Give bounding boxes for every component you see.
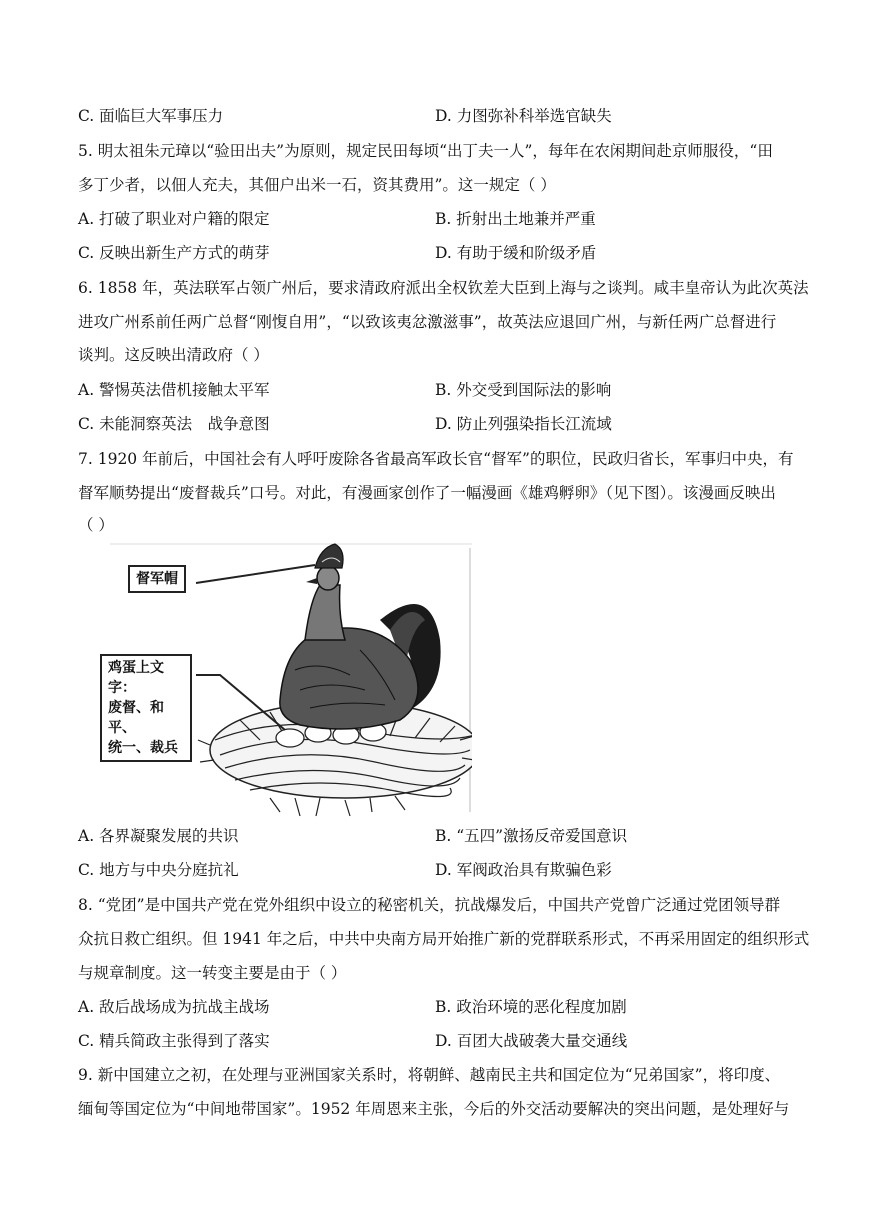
q9-stem-line-2: 缅甸等国定位为“中间地带国家”。1952 年周恩来主张，今后的外交活动要解决的突出问题，是处理好与 xyxy=(78,1100,790,1118)
q6-option-d[interactable]: D. 防止列强染指长江流域 xyxy=(435,415,612,433)
callout-eggs-text-1: 鸡蛋上文字： xyxy=(108,660,164,696)
q7-option-a[interactable]: A. 各界凝聚发展的共识 xyxy=(78,827,239,845)
q9-stem-line-1: 9. 新中国建立之初，在处理与亚洲国家关系时，将朝鲜、越南民主共和国定位为“兄弟国家”，将印度、 xyxy=(78,1066,781,1084)
callout-eggs-text-3: 统一、裁兵 xyxy=(108,740,178,756)
callout-eggs-text-2: 废督、和平、 xyxy=(108,700,164,736)
q4-option-c[interactable]: C. 面临巨大军事压力 xyxy=(78,107,224,125)
q7-option-c[interactable]: C. 地方与中央分庭抗礼 xyxy=(78,861,239,879)
q5-stem-line-1: 5. 明太祖朱元璋以“验田出夫”为原则，规定民田每顷“出丁夫一人”，每年在农闲期间赴京师服役，“田 xyxy=(78,142,773,160)
callout-hat-label xyxy=(128,565,186,593)
q8-stem-line-1: 8. “党团”是中国共产党在党外组织中设立的秘密机关，抗战爆发后，中国共产党曾广泛通过党团领导群 xyxy=(78,896,781,914)
q8-option-c[interactable]: C. 精兵简政主张得到了落实 xyxy=(78,1032,270,1050)
q6-stem-line-2: 进攻广州系前任两广总督“刚愎自用”，“以致该夷忿激滋事”，故英法应退回广州，与新任两广总督进行 xyxy=(78,313,777,331)
q8-stem-line-3: 与规章制度。这一转变主要是由于（ ） xyxy=(78,964,347,982)
q5-option-c[interactable]: C. 反映出新生产方式的萌芽 xyxy=(78,244,270,262)
q8-stem-line-2: 众抗日救亡组织。但 1941 年之后，中共中央南方局开始推广新的党群联系形式，不再采用固定的组织形式 xyxy=(78,930,810,948)
q7-stem-line-3: （ ） xyxy=(78,516,114,534)
q8-option-d[interactable]: D. 百团大战破袭大量交通线 xyxy=(435,1032,628,1050)
q6-option-b[interactable]: B. 外交受到国际法的影响 xyxy=(435,381,612,399)
q6-stem-line-3: 谈判。这反映出清政府（ ） xyxy=(78,346,269,364)
q7-option-d[interactable]: D. 军阀政治具有欺骗色彩 xyxy=(435,861,612,879)
q7-stem-line-1: 7. 1920 年前后，中国社会有人呼吁废除各省最高军政长官“督军”的职位，民政归省长，军事归中央，有 xyxy=(78,450,794,468)
callout-eggs-label xyxy=(100,654,192,762)
q7-cartoon-figure xyxy=(110,540,472,818)
callout-hat-text: 督军帽 xyxy=(136,571,178,587)
q7-option-b[interactable]: B. “五四”激扬反帝爱国意识 xyxy=(435,827,628,845)
q5-stem-line-2: 多丁少者，以佃人充夫，其佃户出米一石，资其费用”。这一规定（ ） xyxy=(78,176,556,194)
q8-option-a[interactable]: A. 敌后战场成为抗战主战场 xyxy=(78,998,270,1016)
q6-option-c[interactable]: C. 未能洞察英法 战争意图 xyxy=(78,415,270,433)
rooster-graphic xyxy=(280,544,441,729)
q5-option-a[interactable]: A. 打破了职业对户籍的限定 xyxy=(78,210,270,228)
q5-option-b[interactable]: B. 折射出土地兼并严重 xyxy=(435,210,596,228)
q4-option-d[interactable]: D. 力图弥补科举选官缺失 xyxy=(435,107,612,125)
q6-option-a[interactable]: A. 警惕英法借机接触太平军 xyxy=(78,381,270,399)
q7-stem-line-2: 督军顺势提出“废督裁兵”口号。对此，有漫画家创作了一幅漫画《雄鸡孵卵》（见下图）。该漫画反映出 xyxy=(78,484,776,502)
q6-stem-line-1: 6. 1858 年，英法联军占领广州后，要求清政府派出全权钦差大臣到上海与之谈判。咸丰皇帝认为此次英法 xyxy=(78,279,809,297)
q5-option-d[interactable]: D. 有助于缓和阶级矛盾 xyxy=(435,244,597,262)
q8-option-b[interactable]: B. 政治环境的恶化程度加剧 xyxy=(435,998,627,1016)
